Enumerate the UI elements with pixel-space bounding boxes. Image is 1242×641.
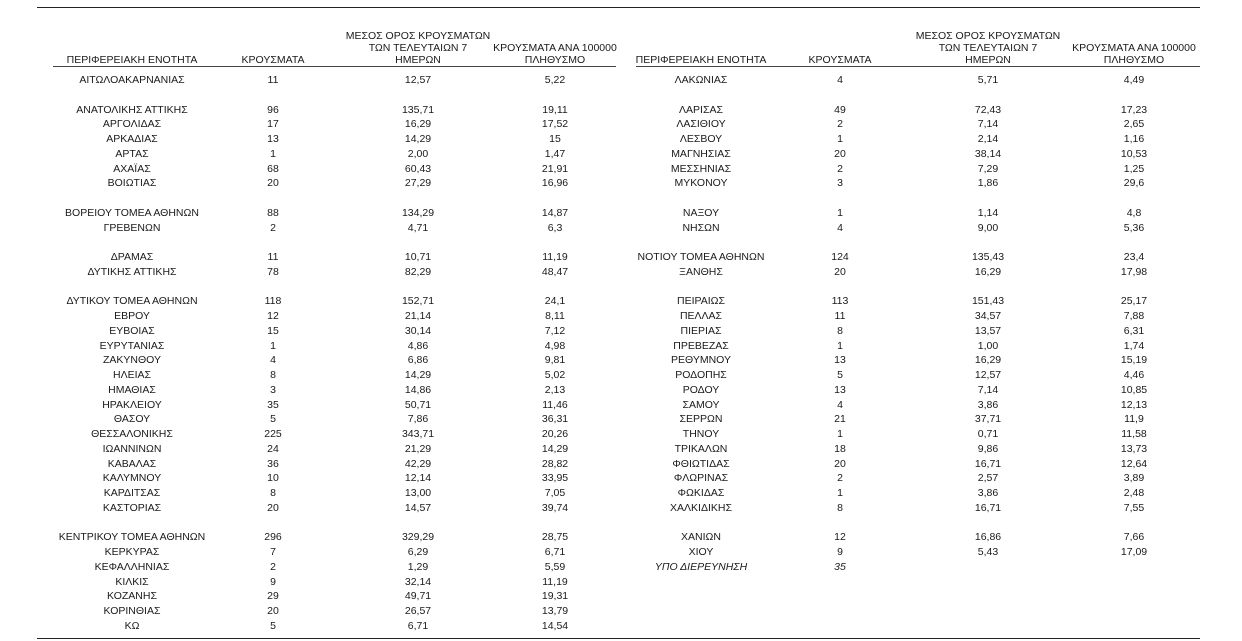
cell-avg7: 14,57	[404, 501, 432, 514]
cell-per100k: 7,88	[1123, 310, 1145, 322]
cell-per100k: 7,66	[1123, 531, 1145, 544]
cell-avg7: 3,86	[977, 398, 999, 411]
cell-per100k: 17,52	[541, 118, 569, 131]
cell-region: ΜΕΣΣΗΝΙΑΣ	[670, 162, 732, 175]
cell-cases: 1	[837, 428, 843, 440]
cell-cases: 3	[270, 383, 276, 396]
cell-avg7: 9,00	[977, 221, 999, 234]
cell-per100k: 39,74	[541, 501, 569, 514]
cell-per100k: 15,19	[1120, 354, 1148, 367]
cell-per100k: 11,58	[1121, 428, 1147, 440]
cell-region: ΘΕΣΣΑΛΟΝΙΚΗΣ	[91, 428, 173, 440]
top-border-rule	[37, 7, 1200, 8]
cell-avg7: 6,29	[407, 546, 429, 558]
cell-per100k	[1056, 560, 1212, 574]
cell-avg7: 16,86	[974, 531, 1002, 544]
cell-avg7: 82,29	[404, 265, 432, 278]
cell-cases: 88	[267, 206, 279, 219]
cell-avg7: 2,14	[977, 133, 999, 145]
cell-region: ΜΑΓΝΗΣΙΑΣ	[671, 147, 731, 160]
cell-avg7: 50,71	[404, 398, 432, 411]
cell-cases: 17	[267, 118, 279, 131]
cell-region: ΚΑΣΤΟΡΙΑΣ	[102, 501, 162, 514]
cell-cases: 113	[831, 295, 849, 308]
cell-region: ΒΟΙΩΤΙΑΣ	[107, 177, 157, 190]
cell-per100k: 5,59	[544, 560, 566, 573]
cell-per100k: 14,54	[541, 619, 569, 632]
cell-per100k: 1,25	[1123, 162, 1145, 175]
cell-region: ΖΑΚΥΝΘΟΥ	[102, 354, 161, 367]
cell-cases: 20	[267, 605, 279, 617]
cell-region: ΡΟΔΟΠΗΣ	[675, 369, 727, 381]
cell-avg7: 16,29	[404, 118, 432, 131]
cell-per100k: 36,31	[541, 413, 569, 426]
cell-region: ΚΩ	[124, 619, 140, 632]
cell-cases: 296	[264, 531, 282, 544]
cell-region: ΚΟΡΙΝΘΙΑΣ	[103, 605, 161, 617]
cell-cases: 1	[270, 147, 276, 160]
cell-region: ΡΕΘΥΜΝΟΥ	[670, 354, 731, 367]
cell-per100k: 25,17	[1120, 295, 1148, 308]
cell-cases: 7	[270, 546, 276, 558]
cell-per100k: 11,46	[542, 398, 568, 411]
cell-avg7: 10,71	[404, 251, 432, 263]
cell-avg7: 30,14	[404, 324, 432, 337]
cell-region: ΑΝΑΤΟΛΙΚΗΣ ΑΤΤΙΚΗΣ	[76, 103, 188, 116]
cell-region: ΝΟΤΙΟΥ ΤΟΜΕΑ ΑΘΗΝΩΝ	[637, 251, 765, 263]
cell-cases: 13	[834, 354, 846, 367]
cell-cases: 5	[837, 369, 843, 381]
cell-cases: 24	[267, 442, 279, 455]
cell-cases: 10	[267, 472, 279, 485]
cell-cases: 2	[270, 221, 276, 234]
cell-region: ΑΡΚΑΔΙΑΣ	[106, 133, 158, 145]
cell-per100k: 11,9	[1124, 413, 1144, 426]
cell-cases: 11	[267, 251, 279, 263]
cell-region: ΠΡΕΒΕΖΑΣ	[673, 339, 729, 352]
cell-per100k: 4,98	[544, 339, 566, 352]
left-header-rule	[53, 66, 616, 67]
cell-per100k: 5,02	[544, 369, 566, 381]
cell-avg7: 12,57	[404, 74, 432, 86]
cell-region: ΤΗΝΟΥ	[682, 428, 720, 440]
cell-cases: 118	[264, 295, 282, 308]
cell-region: ΓΡΕΒΕΝΩΝ	[103, 221, 161, 234]
cell-per100k: 4,49	[1123, 74, 1145, 86]
cell-region: ΕΒΡΟΥ	[114, 310, 150, 322]
cell-avg7: 37,71	[974, 413, 1002, 426]
cell-avg7: 16,71	[974, 501, 1002, 514]
cell-cases: 4	[837, 74, 843, 86]
cell-region: ΧΑΝΙΩΝ	[681, 531, 721, 544]
cell-per100k: 12,64	[1120, 457, 1148, 470]
right-header-cases: ΚΡΟΥΣΜΑΤΑ	[808, 54, 872, 66]
cell-avg7: 42,29	[404, 457, 432, 470]
cell-cases: 35	[834, 560, 846, 573]
cell-cases: 20	[834, 457, 846, 470]
cell-region: ΝΗΣΩΝ	[682, 221, 720, 234]
cell-per100k: 6,71	[544, 546, 566, 558]
cell-cases: 2	[270, 560, 276, 573]
cell-cases: 15	[267, 324, 279, 337]
cell-cases: 11	[267, 74, 279, 86]
cell-avg7: 2,57	[977, 472, 999, 485]
cell-avg7: 152,71	[401, 295, 435, 308]
cell-avg7: 26,57	[404, 605, 432, 617]
cell-region: ΚΑΒΑΛΑΣ	[107, 457, 157, 470]
cell-cases: 18	[834, 442, 846, 455]
cell-region: ΚΕΡΚΥΡΑΣ	[104, 546, 160, 558]
cell-cases: 124	[831, 251, 849, 263]
cell-per100k: 1,16	[1123, 133, 1145, 145]
right-header-rule	[636, 66, 1200, 67]
cell-per100k: 1,74	[1123, 339, 1145, 352]
cell-avg7: 2,00	[407, 147, 429, 160]
cell-region: ΘΑΣΟΥ	[113, 413, 151, 426]
cell-region: ΛΑΚΩΝΙΑΣ	[674, 74, 728, 86]
cell-per100k: 14,87	[541, 206, 569, 219]
cell-avg7: 7,86	[407, 413, 429, 426]
cell-cases: 8	[837, 501, 843, 514]
cell-per100k: 6,3	[547, 221, 563, 234]
cell-avg7: 16,29	[974, 265, 1002, 278]
left-header-cases: ΚΡΟΥΣΜΑΤΑ	[241, 54, 305, 66]
cell-per100k: 28,75	[541, 531, 569, 544]
cell-cases: 36	[267, 457, 279, 470]
cell-avg7: 7,14	[977, 383, 999, 396]
cell-avg7: 4,71	[407, 221, 429, 234]
cell-avg7: 1,86	[977, 177, 999, 190]
cell-per100k: 2,48	[1123, 487, 1145, 499]
cell-region: ΑΡΓΟΛΙΔΑΣ	[102, 118, 162, 131]
cell-per100k: 3,89	[1123, 472, 1145, 485]
cell-region: ΑΡΤΑΣ	[115, 147, 149, 160]
cell-cases: 35	[267, 398, 279, 411]
cell-avg7: 151,43	[971, 295, 1005, 308]
cell-per100k: 16,96	[541, 177, 569, 190]
cell-per100k: 1,47	[544, 147, 566, 160]
cell-per100k: 11,19	[542, 251, 568, 263]
cell-region: ΑΙΤΩΛΟΑΚΑΡΝΑΝΙΑΣ	[79, 74, 185, 86]
cell-cases: 1	[837, 133, 843, 145]
cell-per100k: 17,98	[1120, 265, 1148, 278]
cell-avg7: 5,43	[977, 546, 999, 558]
cell-per100k: 33,95	[541, 472, 569, 485]
cell-per100k: 10,85	[1120, 383, 1148, 396]
cell-avg7: 12,14	[404, 472, 432, 485]
cell-cases: 1	[837, 487, 843, 499]
cell-cases: 11	[834, 310, 846, 322]
cell-avg7: 7,29	[977, 162, 999, 175]
cell-cases: 21	[834, 413, 846, 426]
cell-cases: 2	[837, 162, 843, 175]
cell-region: ΔΡΑΜΑΣ	[110, 251, 154, 263]
cell-cases: 49	[834, 103, 846, 116]
cell-region: ΔΥΤΙΚΟΥ ΤΟΜΕΑ ΑΘΗΝΩΝ	[66, 295, 198, 308]
cell-avg7: 6,71	[407, 619, 429, 632]
cell-per100k: 24,1	[544, 295, 566, 308]
cell-avg7: 9,86	[977, 442, 999, 455]
cell-per100k: 5,36	[1123, 221, 1145, 234]
cell-avg7: 5,71	[977, 74, 999, 86]
cell-cases: 13	[267, 133, 279, 145]
cell-cases: 3	[837, 177, 843, 190]
cell-cases: 1	[837, 206, 843, 219]
cell-avg7: 21,14	[404, 310, 432, 322]
cell-avg7: 34,57	[974, 310, 1002, 322]
cell-per100k: 8,11	[545, 310, 565, 322]
cell-cases: 20	[267, 501, 279, 514]
cell-per100k: 19,31	[541, 590, 569, 603]
cell-per100k: 4,46	[1123, 369, 1145, 381]
cell-avg7: 134,29	[401, 206, 435, 219]
cell-region: ΠΕΙΡΑΙΩΣ	[677, 295, 725, 308]
cell-region: ΛΑΡΙΣΑΣ	[679, 103, 723, 116]
cell-per100k: 5,22	[544, 74, 566, 86]
cell-region: ΝΑΞΟΥ	[682, 206, 720, 219]
cell-avg7: 135,43	[971, 251, 1005, 263]
cell-per100k: 14,29	[541, 442, 569, 455]
cell-per100k: 6,31	[1123, 324, 1145, 337]
cell-cases: 4	[837, 221, 843, 234]
cell-cases: 68	[267, 162, 279, 175]
cell-region: ΚΟΖΑΝΗΣ	[107, 590, 157, 603]
cell-per100k: 13,79	[541, 605, 569, 617]
cell-cases: 78	[267, 265, 279, 278]
cell-cases: 12	[267, 310, 279, 322]
cell-per100k: 9,81	[544, 354, 566, 367]
cell-avg7: 16,71	[974, 457, 1002, 470]
cell-avg7: 16,29	[974, 354, 1002, 367]
cell-avg7: 38,14	[974, 147, 1002, 160]
left-header-avg7: ΜΕΣΟΣ ΟΡΟΣ ΚΡΟΥΣΜΑΤΩΝ ΤΩΝ ΤΕΛΕΥΤΑΙΩΝ 7 ΗΜΕΡΩΝ	[345, 30, 491, 66]
cell-region: ΕΥΒΟΙΑΣ	[109, 324, 155, 337]
cell-avg7: 1,29	[407, 560, 429, 573]
bottom-border-rule	[37, 638, 1200, 639]
cell-avg7: 12,57	[974, 369, 1002, 381]
cell-avg7: 13,00	[404, 487, 432, 499]
cell-region: ΚΑΛΥΜΝΟΥ	[102, 472, 162, 485]
cell-region: ΗΡΑΚΛΕΙΟΥ	[102, 398, 162, 411]
cell-avg7: 6,86	[407, 354, 429, 367]
cell-avg7: 60,43	[404, 162, 432, 175]
cell-avg7: 1,00	[977, 339, 999, 352]
cell-cases: 96	[267, 103, 279, 116]
cell-region: ΙΩΑΝΝΙΝΩΝ	[102, 442, 162, 455]
cell-region: ΔΥΤΙΚΗΣ ΑΤΤΙΚΗΣ	[87, 265, 177, 278]
cell-region: ΥΠΟ ΔΙΕΡΕΥΝΗΣΗ	[654, 560, 748, 573]
cell-cases: 13	[834, 383, 846, 396]
cell-cases: 5	[270, 619, 276, 632]
cell-per100k: 28,82	[541, 457, 569, 470]
cell-avg7: 27,29	[404, 177, 432, 190]
cell-per100k: 10,53	[1120, 147, 1148, 160]
cell-cases: 5	[270, 413, 276, 426]
cell-region: ΦΛΩΡΙΝΑΣ	[673, 472, 729, 485]
cell-region: ΚΕΝΤΡΙΚΟΥ ΤΟΜΕΑ ΑΘΗΝΩΝ	[58, 531, 206, 544]
cell-region: ΕΥΡΥΤΑΝΙΑΣ	[99, 339, 165, 352]
cell-cases: 8	[270, 487, 276, 499]
cell-region: ΛΑΣΙΘΙΟΥ	[676, 118, 726, 131]
cell-region: ΦΘΙΩΤΙΔΑΣ	[672, 457, 730, 470]
cell-per100k: 29,6	[1123, 177, 1145, 190]
cell-region: ΧΙΟΥ	[688, 546, 714, 558]
cell-avg7: 7,14	[977, 118, 999, 131]
cell-region: ΚΙΛΚΙΣ	[115, 575, 149, 588]
cell-region: ΡΟΔΟΥ	[682, 383, 720, 396]
cell-per100k: 12,13	[1120, 398, 1148, 411]
cell-cases: 8	[837, 324, 843, 337]
right-header-per100k: ΚΡΟΥΣΜΑΤΑ ΑΝΑ 100000 ΠΛΗΘΥΣΜΟ	[1072, 42, 1196, 66]
cell-per100k: 17,23	[1120, 103, 1148, 116]
cell-region: ΠΕΛΛΑΣ	[679, 310, 723, 322]
left-header-region: ΠΕΡΙΦΕΡΕΙΑΚΗ ΕΝΟΤΗΤΑ	[66, 54, 198, 66]
cell-per100k: 23,4	[1123, 251, 1145, 263]
cell-avg7: 13,57	[974, 324, 1002, 337]
cell-avg7: 4,86	[407, 339, 429, 352]
cell-region: ΦΩΚΙΔΑΣ	[677, 487, 725, 499]
cell-region: ΒΟΡΕΙΟΥ ΤΟΜΕΑ ΑΘΗΝΩΝ	[65, 206, 199, 219]
cell-region: ΠΙΕΡΙΑΣ	[680, 324, 722, 337]
cell-cases: 4	[270, 354, 276, 367]
cell-avg7: 1,14	[977, 206, 999, 219]
cell-cases: 9	[270, 575, 276, 588]
cell-avg7: 14,86	[404, 383, 432, 396]
cell-cases: 4	[837, 398, 843, 411]
cell-avg7	[894, 560, 1082, 574]
cell-region: ΧΑΛΚΙΔΙΚΗΣ	[670, 501, 732, 514]
cell-cases: 20	[267, 177, 279, 190]
cell-per100k: 2,13	[544, 383, 566, 396]
cell-region: ΣΕΡΡΩΝ	[679, 413, 723, 426]
cell-avg7: 72,43	[974, 103, 1002, 116]
cell-avg7: 329,29	[401, 531, 435, 544]
cell-region: ΛΕΣΒΟΥ	[679, 133, 723, 145]
cell-region: ΞΑΝΘΗΣ	[679, 265, 723, 278]
cell-region: ΚΑΡΔΙΤΣΑΣ	[103, 487, 161, 499]
cell-cases: 20	[834, 265, 846, 278]
cell-region: ΑΧΑΪΑΣ	[113, 162, 151, 175]
cell-cases: 225	[264, 428, 282, 440]
cell-cases: 2	[837, 472, 843, 485]
cell-per100k: 15	[549, 133, 561, 145]
cell-avg7: 14,29	[404, 369, 432, 381]
cell-per100k: 11,19	[542, 575, 568, 588]
cell-region: ΗΛΕΙΑΣ	[112, 369, 151, 381]
cell-per100k: 4,8	[1126, 206, 1142, 219]
cell-avg7: 3,86	[977, 487, 999, 499]
cell-avg7: 135,71	[401, 103, 435, 116]
cell-cases: 12	[834, 531, 846, 544]
cell-per100k: 19,11	[542, 103, 568, 116]
cell-region: ΤΡΙΚΑΛΩΝ	[674, 442, 728, 455]
cell-avg7: 0,71	[977, 428, 999, 440]
cell-per100k: 7,55	[1123, 501, 1145, 514]
cell-cases: 8	[270, 369, 276, 381]
cell-avg7: 32,14	[404, 575, 432, 588]
cell-per100k: 2,65	[1123, 118, 1145, 131]
cell-cases: 29	[267, 590, 279, 603]
cell-cases: 1	[270, 339, 276, 352]
cell-avg7: 14,29	[404, 133, 432, 145]
cell-per100k: 48,47	[541, 265, 569, 278]
cell-avg7: 343,71	[401, 428, 435, 440]
cell-cases: 20	[834, 147, 846, 160]
cell-cases: 2	[837, 118, 843, 131]
cell-region: ΜΥΚΟΝΟΥ	[674, 177, 728, 190]
cell-region: ΚΕΦΑΛΛΗΝΙΑΣ	[94, 560, 170, 573]
right-header-avg7: ΜΕΣΟΣ ΟΡΟΣ ΚΡΟΥΣΜΑΤΩΝ ΤΩΝ ΤΕΛΕΥΤΑΙΩΝ 7 ΗΜΕΡΩΝ	[915, 30, 1061, 66]
left-header-per100k: ΚΡΟΥΣΜΑΤΑ ΑΝΑ 100000 ΠΛΗΘΥΣΜΟ	[493, 42, 617, 66]
cell-per100k: 13,73	[1120, 442, 1148, 455]
cell-per100k: 20,26	[541, 428, 569, 440]
cell-region: ΗΜΑΘΙΑΣ	[108, 383, 156, 396]
cell-cases: 1	[837, 339, 843, 352]
cell-cases: 9	[837, 546, 843, 558]
right-header-region: ΠΕΡΙΦΕΡΕΙΑΚΗ ΕΝΟΤΗΤΑ	[635, 54, 767, 66]
cell-per100k: 7,12	[544, 324, 566, 337]
cell-region: ΣΑΜΟΥ	[682, 398, 720, 411]
cell-avg7: 21,29	[404, 442, 432, 455]
cell-per100k: 17,09	[1120, 546, 1148, 558]
cell-per100k: 7,05	[544, 487, 566, 499]
cell-per100k: 21,91	[541, 162, 569, 175]
cell-avg7: 49,71	[404, 590, 432, 603]
